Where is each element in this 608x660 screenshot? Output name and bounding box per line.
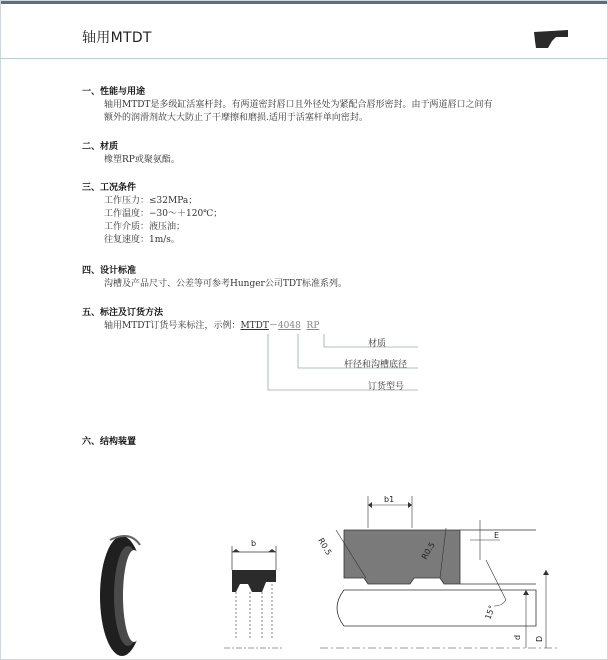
section-text-line: 沟槽及产品尺寸、公差等可参考Hunger公司TDT标准系列。	[104, 279, 348, 289]
dim-label-angle: 15°	[483, 604, 497, 621]
dim-label-d-big: D	[535, 635, 544, 642]
installation-drawing	[320, 496, 560, 648]
order-material: RP	[306, 321, 320, 331]
section-text-line: 额外的润滑剂故大大防止了干摩擦和磨损.适用于活塞杆单向密封。	[104, 113, 368, 123]
section-text-line: 往复速度：1m/s。	[104, 235, 180, 245]
dim-label-e: E	[494, 531, 500, 540]
section-title: 一、性能与用途	[82, 87, 146, 97]
section-text-line: 工作温度：−30～＋120℃；	[104, 209, 223, 219]
order-size: 4048	[277, 321, 301, 331]
leader-label-rod: 杆径和沟槽底径	[344, 360, 408, 370]
section-text-line: 工作介质：液压油；	[104, 222, 186, 232]
section-title: 四、设计标准	[82, 266, 137, 276]
order-code: MTDT	[240, 321, 269, 331]
section-title: 三、工况条件	[82, 183, 137, 193]
section-title: 二、材质	[82, 142, 119, 152]
order-prefix: 轴用MTDT订货号来标注，示例：	[104, 321, 241, 331]
dim-label-b: b	[251, 539, 257, 548]
dim-label-r2: R0.5	[419, 540, 437, 561]
dim-label-r1: R0.5	[316, 536, 334, 557]
order-dash: －	[268, 321, 278, 331]
leader-label-order-no: 订货型号	[368, 382, 405, 392]
seal-ring-3d-illustration	[100, 536, 145, 656]
section-text-line: 工作压力：≤32MPa；	[104, 196, 198, 206]
section-title: 五、标注及订货方法	[82, 308, 164, 318]
seal-cross-section	[224, 546, 284, 648]
section-text-line: 橡塑RP或聚氨酯。	[104, 155, 180, 165]
leader-label-material: 材质	[368, 339, 387, 349]
dim-label-b1: b1	[384, 495, 395, 504]
section-text-line: 轴用MTDT是多级缸活塞杆封。有两道密封唇口且外径处为紧配合唇形密封。由于两道唇口之间有	[104, 100, 493, 110]
page-title: 轴用MTDT	[82, 30, 152, 46]
dim-label-d-small: d	[513, 634, 522, 640]
section-title: 六、结构装置	[82, 437, 137, 447]
